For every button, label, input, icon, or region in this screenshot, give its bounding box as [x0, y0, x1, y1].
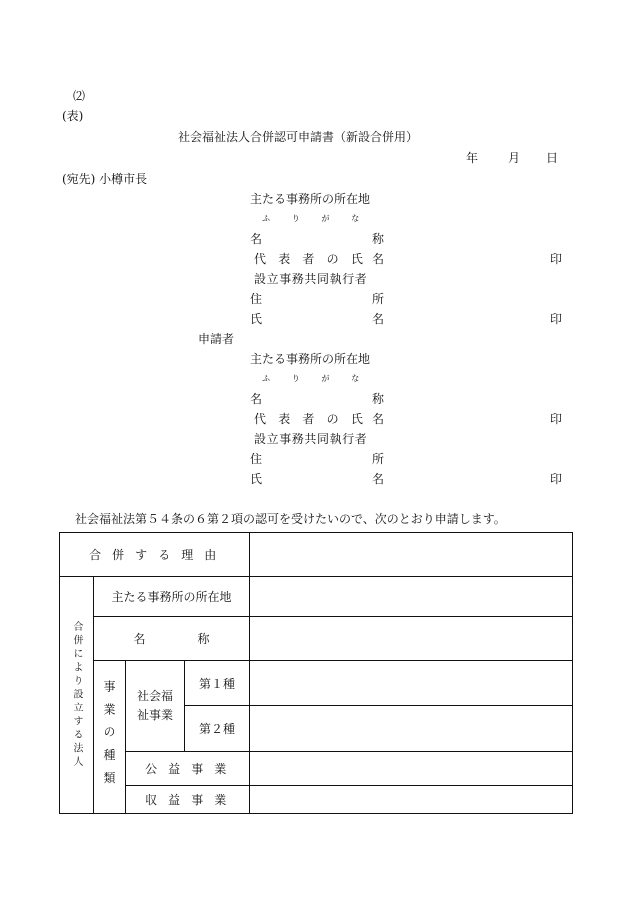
office-address-label-2: 主たる事務所の所在地: [250, 352, 371, 366]
side-label: (表): [62, 109, 84, 123]
executor-label-1: 設立事務共同執行者: [254, 272, 368, 286]
name-label-b-2: 称: [372, 392, 385, 406]
class1-field[interactable]: [250, 661, 573, 706]
fullname-label-a-2: 氏: [250, 472, 263, 486]
seal-mark-3: 印: [550, 412, 563, 426]
item-number: ⑵: [73, 89, 86, 103]
seal-mark-4: 印: [550, 472, 563, 486]
representative-label-b-2: 名: [372, 412, 385, 426]
month-label: 月: [508, 151, 521, 165]
name-label-b-1: 称: [372, 232, 385, 246]
reason-field[interactable]: [250, 533, 573, 577]
fullname-label-b-2: 名: [372, 472, 385, 486]
furigana-label-1: ふ り が な: [262, 214, 369, 223]
day-label: 日: [546, 151, 559, 165]
class2-field[interactable]: [250, 706, 573, 752]
seal-mark-2: 印: [550, 312, 563, 326]
fullname-label-a-1: 氏: [250, 312, 263, 326]
year-label: 年: [466, 151, 479, 165]
address-label-b-1: 所: [372, 292, 385, 306]
furigana-label-2: ふ り が な: [262, 374, 369, 383]
application-table: [59, 532, 573, 814]
name-label-a-1: 名: [250, 232, 263, 246]
office-address-label-1: 主たる事務所の所在地: [250, 192, 371, 206]
fullname-label-b-1: 名: [372, 312, 385, 326]
welfare-business-label: 社会福祉事業: [126, 661, 185, 752]
office-address-field[interactable]: [250, 577, 573, 617]
public-business-label: 公 益 事 業: [126, 752, 250, 786]
application-statement: 社会福祉法第５４条の６第２項の認可を受けたいので、次のとおり申請します。: [75, 512, 506, 526]
business-type-label: 事業の種類: [94, 661, 126, 814]
address-label-a-1: 住: [250, 292, 263, 306]
reason-label: 合 併 す る 理 由: [60, 533, 250, 577]
address-label-b-2: 所: [372, 452, 385, 466]
profit-business-field[interactable]: [250, 786, 573, 814]
class2-label: 第２種: [185, 706, 250, 752]
public-business-field[interactable]: [250, 752, 573, 786]
applicant-label: 申請者: [198, 332, 235, 346]
page-title: 社会福祉法人合併認可申請書（新設合併用）: [178, 130, 419, 144]
profit-business-label: 収 益 事 業: [126, 786, 250, 814]
name-label: 名 称: [94, 617, 250, 661]
representative-label-b-1: 名: [372, 252, 385, 266]
name-field[interactable]: [250, 617, 573, 661]
executor-label-2: 設立事務共同執行者: [254, 432, 368, 446]
class1-label: 第１種: [185, 661, 250, 706]
name-label-a-2: 名: [250, 392, 263, 406]
seal-mark-1: 印: [550, 252, 563, 266]
office-address-label: 主たる事務所の所在地: [94, 577, 250, 617]
address-label-a-2: 住: [250, 452, 263, 466]
established-corp-side-label: 合併により設立する法人: [60, 577, 94, 814]
addressee: (宛先) 小樽市長: [62, 172, 148, 186]
representative-label-a-2: 代 表 者 の 氏: [254, 412, 368, 426]
representative-label-a-1: 代 表 者 の 氏: [254, 252, 368, 266]
